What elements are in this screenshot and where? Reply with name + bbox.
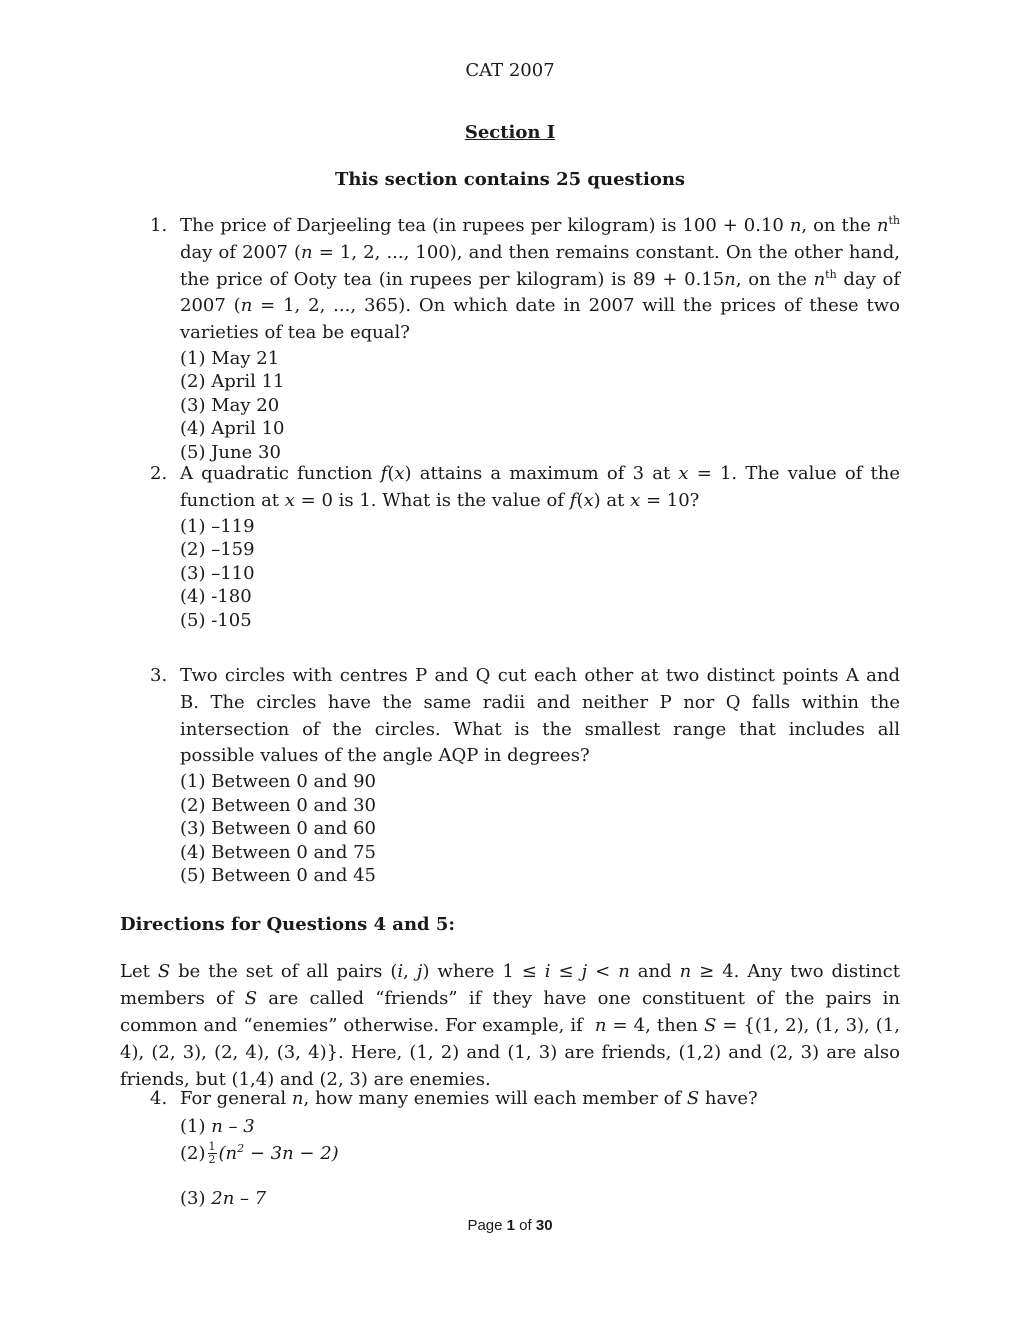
question-number: 3. — [150, 665, 168, 686]
option-2: (2) April 11 — [180, 371, 285, 393]
option-2: (2) –159 — [180, 539, 255, 561]
section-title: Section I — [464, 122, 556, 143]
options-list — [180, 347, 900, 465]
option-3: (3) –110 — [180, 562, 255, 584]
option-5: (5) Between 0 and 45 — [180, 865, 377, 887]
option-expression: 2n – 7 — [211, 1187, 267, 1209]
exam-header: CAT 2007 — [465, 60, 555, 81]
option-label: (2) — [180, 1142, 206, 1164]
page-number: 1 — [506, 1217, 515, 1234]
section-subtitle: This section contains 25 questions — [334, 169, 686, 190]
option-expression: n – 3 — [211, 1115, 255, 1137]
option-5: (5) June 30 — [180, 441, 281, 463]
option-3 — [180, 1187, 900, 1211]
options-list — [180, 770, 900, 888]
option-4: (4) -180 — [180, 586, 252, 608]
page-footer — [0, 1216, 1020, 1236]
question-text: A quadratic function f(x) attains a maximum of 3 at x = 1. The value of the function at x = 0 is 1. What is the value of f(x) at x = 10? — [180, 463, 900, 511]
question-number: 4. — [150, 1088, 168, 1109]
option-expression: $(n^2 - 3n - 2)$ — [218, 1141, 339, 1164]
fraction: $\frac{1}{2}$ — [208, 1140, 216, 1167]
question-1 — [150, 213, 900, 464]
question-text: The price of Darjeeling tea (in rupees per kilogram) is 100 + 0.10 n, on the $n^{th}$ day of 2007 (n = 1, 2, ..., 100), and then remains constant. On the other hand, the price of Ooty tea (in rupees per kilogram) is 89 + 0.15n, on the $n^{th}$ day of 2007 (n = 1, 2, ..., 365). On which date in 2007 will the prices of these two varieties of tea be equal? — [180, 214, 901, 344]
option-label: (3) — [180, 1187, 206, 1209]
option-1 — [180, 1115, 900, 1139]
option-label: (1) — [180, 1115, 206, 1137]
directions-text: Let S be the set of all pairs (i, j) where 1 ≤ i ≤ j < n and n ≥ 4. Any two distinct members of S are called “friends” if they have one constituent of the pairs in common and “enemies” otherwise. For example, if n = 4, then S = {(1, 2), (1, 3), (1, 4), (2, 3), (2, 4), (3, 4)}. Here, (1, 2) and (1, 3) are friends, (1,2) and (2, 3) are also friends, but (1,4) and (2, 3) are enemies. — [120, 961, 901, 1090]
option-3: (3) May 20 — [180, 394, 280, 416]
option-2 — [180, 1139, 900, 1169]
page-word: Page — [467, 1217, 503, 1234]
option-4: (4) April 10 — [180, 418, 285, 440]
question-text: For general n, how many enemies will each member of S have? — [180, 1088, 758, 1109]
option-5: (5) -105 — [180, 609, 252, 631]
question-number: 2. — [150, 463, 168, 484]
option-1: (1) –119 — [180, 515, 255, 537]
question-number: 1. — [150, 215, 168, 236]
directions-title: Directions for Questions 4 and 5: — [120, 914, 456, 935]
question-4 — [150, 1086, 900, 1211]
of-word: of — [519, 1217, 532, 1234]
option-3: (3) Between 0 and 60 — [180, 818, 377, 840]
options-list — [180, 515, 900, 633]
question-text: Two circles with centres P and Q cut each other at two distinct points A and B. The circles have the same radii and neither P nor Q falls within the intersection of the circles. What is the smallest range that includes all possible values of the angle AQP in degrees? — [180, 665, 900, 767]
option-1: (1) May 21 — [180, 347, 280, 369]
option-1: (1) Between 0 and 90 — [180, 771, 377, 793]
option-4: (4) Between 0 and 75 — [180, 841, 377, 863]
question-3 — [150, 663, 900, 888]
option-2: (2) Between 0 and 30 — [180, 794, 377, 816]
total-pages: 30 — [535, 1217, 553, 1234]
question-2 — [150, 461, 900, 632]
